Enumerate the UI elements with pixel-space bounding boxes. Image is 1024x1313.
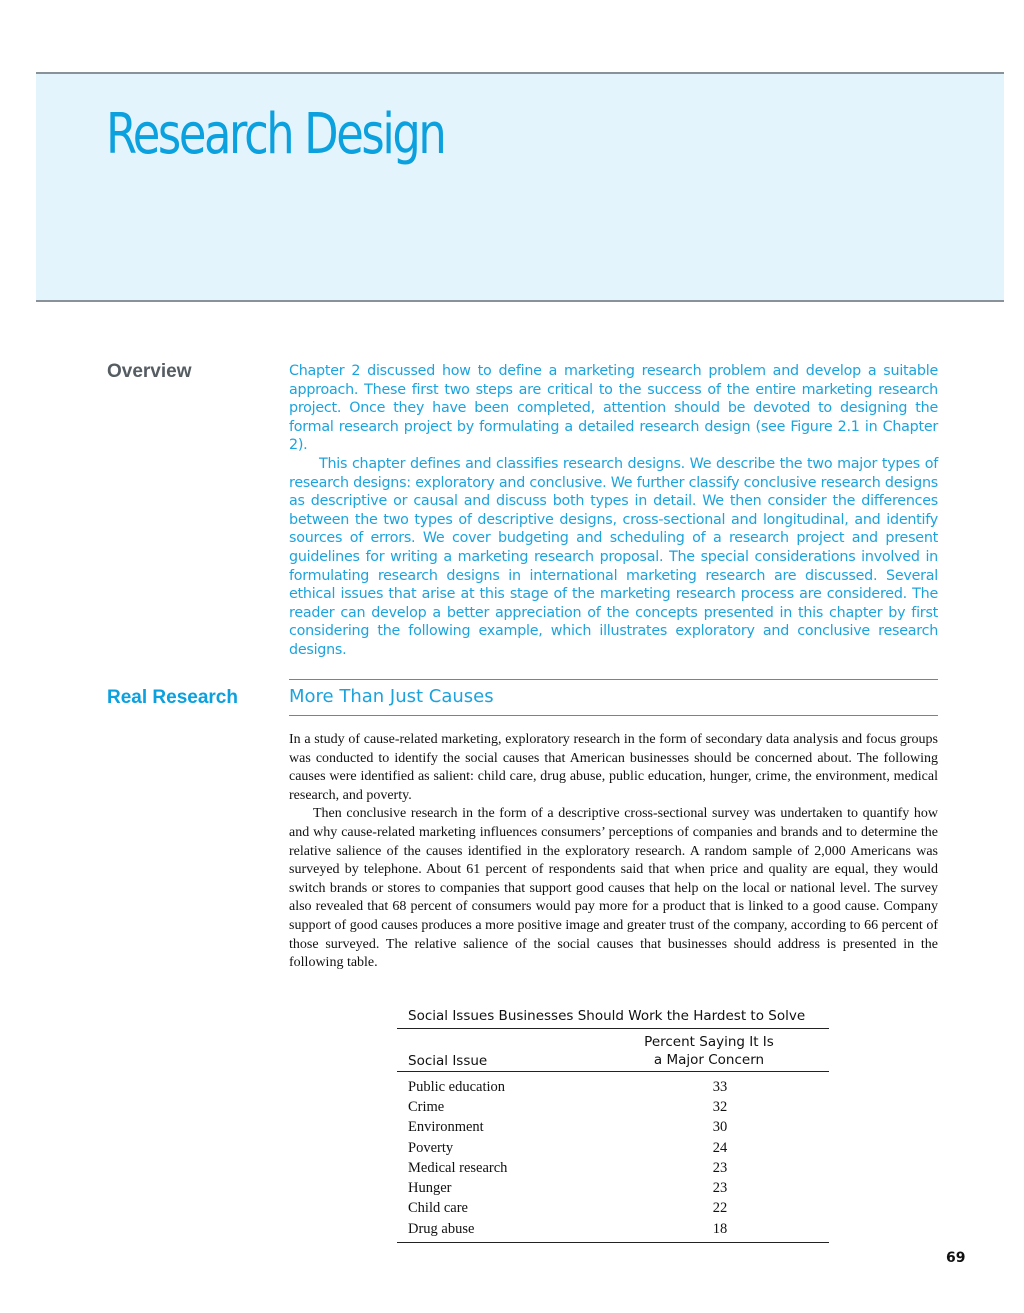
issue-cell: Medical research: [408, 1159, 508, 1176]
table-row: [397, 1077, 829, 1097]
table-row: [397, 1158, 829, 1178]
table-row: [397, 1178, 829, 1198]
overview-text: [289, 362, 938, 660]
percent-cell: 30: [712, 1119, 728, 1136]
issue-cell: Public education: [408, 1078, 506, 1095]
column-header-percent: [629, 1033, 789, 1069]
table-row: [397, 1097, 829, 1117]
percent-cell: 32: [712, 1098, 728, 1115]
issue-cell: Crime: [408, 1098, 445, 1115]
percent-cell: 23: [712, 1180, 728, 1197]
case-top-rule: [289, 679, 938, 680]
percent-cell: 22: [712, 1200, 728, 1217]
case-title-rule: [289, 715, 938, 716]
overview-paragraph: This chapter defines and classifies research designs. We describe the two major types of research designs: exploratory and conclusive. We further classify conclusive research designs as descriptive or causal and discuss both types in detail. We then consider the differences between the two types of descriptive designs, cross-sectional and longitudinal, and identify sources of errors. We cover budgeting and scheduling of a research project and present guidelines for writing a marketing research proposal. The special considerations involved in formulating research designs in international marketing research are discussed. Several ethical issues that arise at this stage of the marketing research process are considered. The reader can develop a better appreciation of the concepts presented in this chapter by first considering the following example, which illustrates exploratory and conclusive research designs.: [289, 455, 938, 658]
table-row: [397, 1138, 829, 1158]
table-title: Social Issues Businesses Should Work the Hardest to Solve: [397, 1008, 829, 1029]
case-paragraph: Then conclusive research in the form of a descriptive cross-sectional survey was undertaken to quantify how and why cause-related marketing influences consumers’ perceptions of companies and brands and to determine the relative salience of the causes identified in the exploratory research. A random sample of 2,000 Americans was surveyed by telephone. About 61 percent of respondents said that when price and quality are equal, they would switch brands or stores to companies that support good causes that help on the local or national level. The survey also revealed that 68 percent of consumers would pay more for a product that is linked to a good cause. Company support of good causes produces a more positive image and greater trust of the company, according to 66 percent of those surveyed. The relative salience of the social causes that businesses should address is presented in the following table.: [289, 806, 938, 971]
table-row: [397, 1199, 829, 1219]
column-header-issue: Social Issue: [408, 1053, 488, 1069]
percent-cell: 33: [712, 1078, 728, 1095]
issue-cell: Drug abuse: [408, 1220, 475, 1237]
column-header-percent-line2: a Major Concern: [653, 1052, 765, 1068]
issue-cell: Hunger: [408, 1180, 452, 1197]
table-row: [397, 1118, 829, 1138]
table-body: [397, 1072, 829, 1243]
issue-cell: Environment: [408, 1119, 484, 1136]
issue-cell: Poverty: [408, 1139, 454, 1156]
case-text: [289, 731, 938, 973]
table-header: [397, 1029, 829, 1072]
column-header-percent-line1: Percent Saying It Is: [644, 1034, 774, 1050]
table-row: [397, 1219, 829, 1239]
percent-cell: 23: [712, 1159, 728, 1176]
issue-cell: Child care: [408, 1200, 468, 1217]
social-issues-table: [397, 1008, 829, 1243]
overview-paragraph: Chapter 2 discussed how to define a marketing research problem and develop a suitable approach. These first two steps are critical to the success of the entire marketing research project. Once they have been completed, attention should be devoted to designing the formal research project by formulating a detailed research design (see Figure 2.1 in Chapter 2).: [289, 363, 938, 454]
percent-cell: 18: [712, 1220, 728, 1237]
page-number: 69: [946, 1250, 966, 1266]
chapter-title: Research Design: [106, 102, 445, 167]
case-title: More Than Just Causes: [289, 686, 494, 707]
overview-label: Overview: [107, 361, 192, 382]
case-paragraph: In a study of cause-related marketing, exploratory research in the form of secondary data analysis and focus groups was conducted to identify the social causes that American businesses should be concerned about. The following causes were identified as salient: child care, drug abuse, public education, hunger, crime, the environment, medical research, and poverty.: [289, 732, 938, 803]
percent-cell: 24: [712, 1139, 728, 1156]
real-research-label: Real Research: [107, 687, 238, 708]
